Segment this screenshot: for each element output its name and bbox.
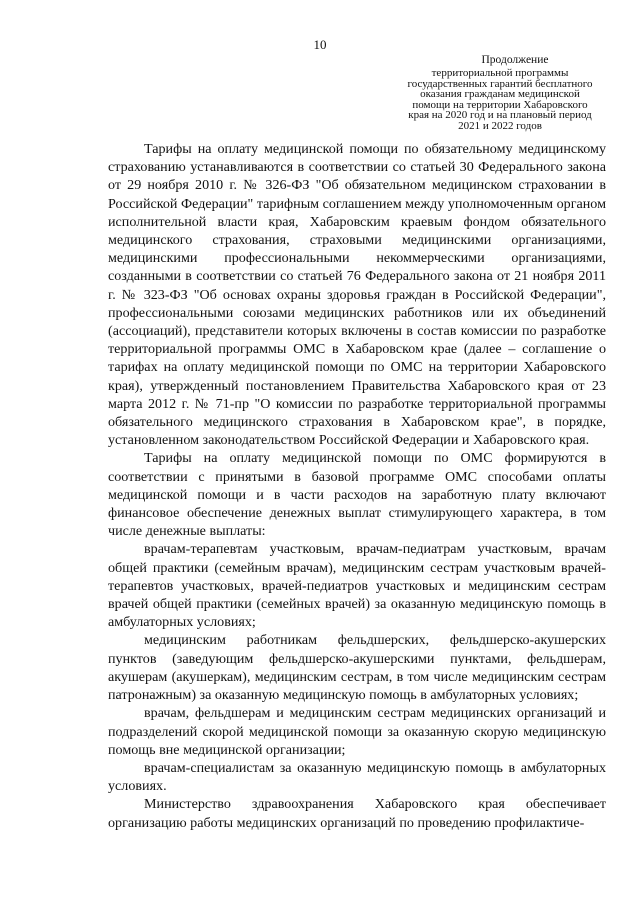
page-number: 10 [313, 37, 327, 52]
document-header [378, 68, 622, 132]
paragraph-ministry: Министерство здравоохранения Хабаровского края обеспечивает организацию работы медицинских организаций по проведению профилактиче- [108, 796, 606, 831]
list-item: врачам-специалистам за оказанную медицинскую помощь в амбулаторных условиях. [108, 759, 606, 795]
header-line: помощи на территории Хабаровского [412, 98, 588, 111]
list-item: медицинским работникам фельдшерских, фельдшерско-акушерских пунктов (заведующим фельдшерско-акушерскими пунктами, фельдшерам, акушерам (акушеркам), медицинским сестрам, в том числе медицинским сестрам патронажным) за оказанную медицинскую помощь в амбулаторных условиях; [108, 632, 606, 704]
header-line: оказания гражданам медицинской [420, 88, 580, 101]
header-line: территориальной программы [431, 67, 569, 79]
header-line: 2021 и 2022 годов [458, 119, 542, 132]
continuation-label: Продолжение [481, 54, 549, 66]
list-item: врачам-терапевтам участковым, врачам-педиатрам участковым, врачам общей практики (семейным врачам), медицинским сестрам участковым врачей-терапевтов участковых, врачей-педиатров участковых и медицинским сестрам врачей общей практики (семейных врачей) за оказанную медицинскую помощь в амбулаторных условиях; [108, 541, 606, 631]
paragraph-tariffs-establishment: Тарифы на оплату медицинской помощи по обязательному медицинскому страхованию устанавливаются в соответствии со статьей 30 Федерального закона от 29 ноября 2010 г. № 326-ФЗ "Об обязательном медицинском страховании в Российской Федерации" тарифным соглашением между уполномоченным органом исполнительной власти края, Хабаровским краевым фондом обязательного медицинского страхования, страховыми медицинскими организациями, медицинскими профессиональными некоммерческими организациями, созданными в соответствии со статьей 76 Федерального закона от 21 ноября 2011 г. № 323-ФЗ "Об основах охраны здоровья граждан в Российской Федерации", профессиональными союзами медицинских работников или их объединений (ассоциаций), представители которых включены в состав комиссии по разработке территориальной программы ОМС в Хабаровском крае (далее – соглашение о тарифах на оплату медицинской помощи по ОМС на территории Хабаровского края), утвержденный постановлением Правительства Хабаровского края от 23 марта 2012 г. № 71-пр "О комиссии по разработке территориальной программы обязательного медицинского страхования в Хабаровском крае", в порядке, установленном законодательством Российской Федерации и Хабаровского края. [108, 141, 606, 449]
list-item: врачам, фельдшерам и медицинским сестрам медицинских организаций и подразделений скорой медицинской помощи за оказанную скорую медицинскую помощь вне медицинской организации; [108, 705, 606, 758]
header-line: края на 2020 год и на плановый период [408, 109, 592, 122]
header-line: государственных гарантий бесплатного [407, 77, 593, 90]
document-body [108, 140, 606, 832]
paragraph-tariffs-formation: Тарифы на оплату медицинской помощи по ОМС формируются в соответствии с принятыми в базовой программе ОМС способами оплаты медицинской помощи и в части расходов на заработную плату включают финансовое обеспечение денежных выплат стимулирующего характера, в том числе денежные выплаты: [108, 450, 606, 540]
